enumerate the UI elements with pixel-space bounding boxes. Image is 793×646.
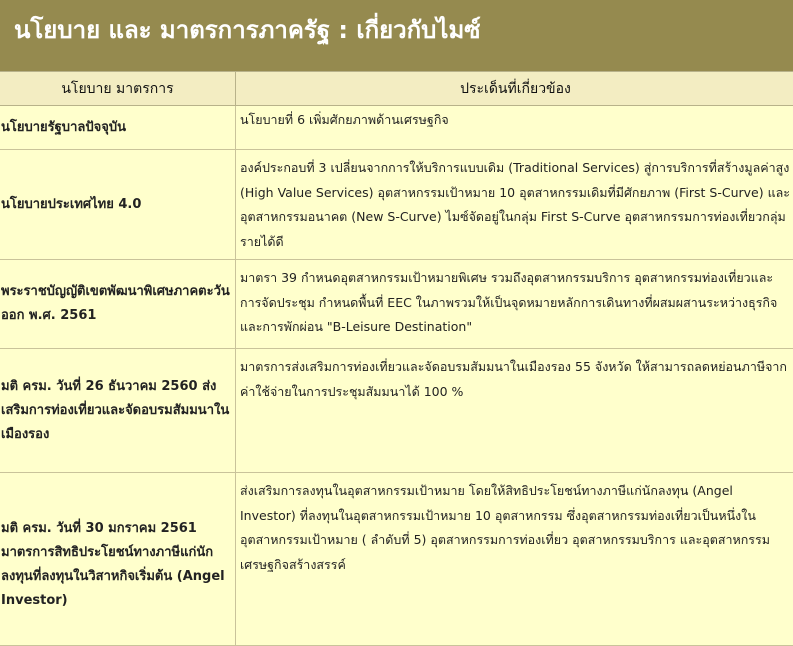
table-row bbox=[0, 106, 793, 150]
table-header-row bbox=[0, 72, 793, 106]
page-title: นโยบาย และ มาตรการภาครัฐ : เกี่ยวกับไมซ์ bbox=[14, 14, 793, 46]
column-header-detail: ประเด็นที่เกี่ยวข้อง bbox=[236, 72, 793, 106]
policy-cell: นโยบายประเทศไทย 4.0 bbox=[0, 150, 236, 260]
detail-cell: ส่งเสริมการลงทุนในอุตสาหกรรมเป้าหมาย โดยให้สิทธิประโยชน์ทางภาษีแก่นักลงทุน (Angel Investor) ที่ลงทุนในอุตสาหกรรมเป้าหมาย 10 อุตสาหกรรม ซึ่งอุตสาหกรรมท่องเที่ยวเป็นหนึ่งในอุตสาหกรรมเป้าหมาย ( ลำดับที่ 5) อุตสาหกรรมการท่องเที่ยว อุตสาหกรรมบริการ และอุตสาหกรรมเศรษฐกิจสร้างสรรค์ bbox=[236, 473, 793, 646]
table-row bbox=[0, 260, 793, 349]
policy-cell: พระราชบัญญัติเขตพัฒนาพิเศษภาคตะวันออก พ.ศ. 2561 bbox=[0, 260, 236, 349]
policy-cell: มติ ครม. วันที่ 26 ธันวาคม 2560 ส่งเสริมการท่องเที่ยวและจัดอบรมสัมมนาในเมืองรอง bbox=[0, 349, 236, 473]
policy-cell: มติ ครม. วันที่ 30 มกราคม 2561 มาตรการสิทธิประโยชน์ทางภาษีแก่นักลงทุนที่ลงทุนในวิสาหกิจเริ่มต้น (Angel Investor) bbox=[0, 473, 236, 646]
detail-cell: มาตรา 39 กำหนดอุตสาหกรรมเป้าหมายพิเศษ รวมถึงอุตสาหกรรมบริการ อุตสาหกรรมท่องเที่ยวและการจัดประชุม กำหนดพื้นที่ EEC ในภาพรวมให้เป็นจุดหมายหลักการเดินทางที่ผสมผสานระหว่างธุรกิจและการพักผ่อน "B-Leisure Destination" bbox=[236, 260, 793, 349]
detail-cell: นโยบายที่ 6 เพิ่มศักยภาพด้านเศรษฐกิจ bbox=[236, 106, 793, 150]
table-row bbox=[0, 349, 793, 473]
column-header-policy: นโยบาย มาตรการ bbox=[0, 72, 236, 106]
policy-cell: นโยบายรัฐบาลปัจจุบัน bbox=[0, 106, 236, 150]
title-bar bbox=[0, 0, 793, 71]
policy-table bbox=[0, 71, 793, 646]
table-row bbox=[0, 150, 793, 260]
detail-cell: มาตรการส่งเสริมการท่องเที่ยวและจัดอบรมสัมมนาในเมืองรอง 55 จังหวัด ให้สามารถลดหย่อนภาษีจากค่าใช้จ่ายในการประชุมสัมมนาได้ 100 % bbox=[236, 349, 793, 473]
table-row bbox=[0, 473, 793, 646]
detail-cell: องค์ประกอบที่ 3 เปลี่ยนจากการให้บริการแบบเดิม (Traditional Services) สู่การบริการที่สร้างมูลค่าสูง (High Value Services) อุตสาหกรรมเป้าหมาย 10 อุตสาหกรรมเดิมที่มีศักยภาพ (First S-Curve) และอุตสาหกรรมอนาคต (New S-Curve) ไมซ์จัดอยู่ในกลุ่ม First S-Curve อุตสาหกรรมการท่องเที่ยวกลุ่มรายได้ดี bbox=[236, 150, 793, 260]
